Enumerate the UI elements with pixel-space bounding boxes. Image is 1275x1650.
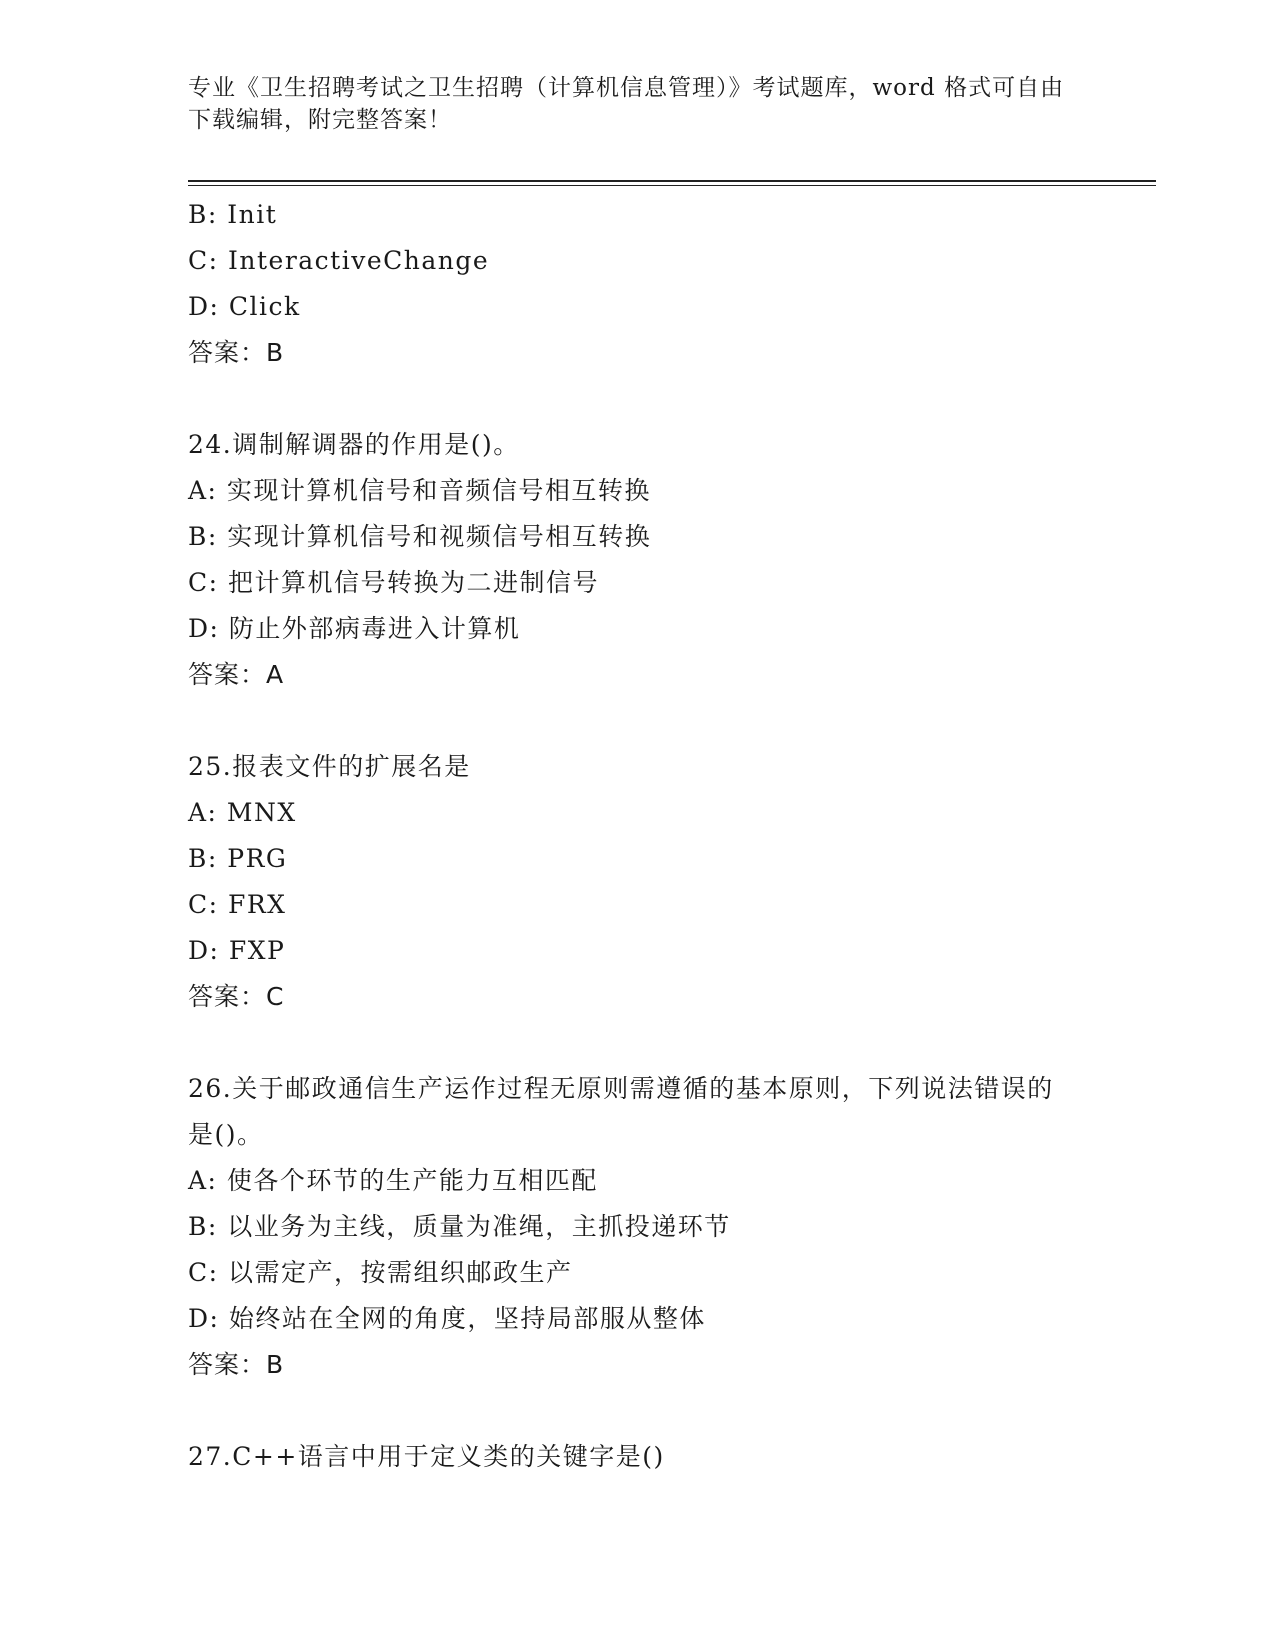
question-text: 26.关于邮政通信生产运作过程无原则需遵循的基本原则，下列说法错误的是()。: [188, 1074, 1054, 1149]
option-b: B: Init: [188, 200, 278, 229]
option-d: D: Click: [188, 292, 301, 321]
spacer: [188, 1020, 1088, 1066]
option-c: C: 以需定产，按需组织邮政生产: [188, 1258, 573, 1287]
option-b: B: 实现计算机信号和视频信号相互转换: [188, 522, 652, 551]
question-text: 24.调制解调器的作用是()。: [188, 430, 520, 459]
option-a: A: 使各个环节的生产能力互相匹配: [188, 1166, 598, 1195]
question-23-tail: [188, 192, 1088, 376]
question-text: 27.C++语言中用于定义类的关键字是(): [188, 1442, 665, 1471]
question-25: [188, 744, 1088, 1020]
option-a: A: MNX: [188, 798, 297, 827]
question-26: [188, 1066, 1088, 1388]
spacer: [188, 698, 1088, 744]
option-b: B: PRG: [188, 844, 288, 873]
question-24: [188, 422, 1088, 698]
question-text: 25.报表文件的扩展名是: [188, 752, 471, 781]
option-d: D: 始终站在全网的角度，坚持局部服从整体: [188, 1304, 706, 1333]
option-c: C: 把计算机信号转换为二进制信号: [188, 568, 599, 597]
option-c: C: InteractiveChange: [188, 246, 490, 275]
answer: 答案：C: [188, 982, 285, 1011]
option-a: A: 实现计算机信号和音频信号相互转换: [188, 476, 651, 505]
answer: 答案：A: [188, 660, 285, 689]
question-27: [188, 1434, 1088, 1480]
option-b: B: 以业务为主线，质量为准绳，主抓投递环节: [188, 1212, 731, 1241]
answer: 答案：B: [188, 1350, 285, 1379]
spacer: [188, 376, 1088, 422]
spacer: [188, 1388, 1088, 1434]
option-d: D: 防止外部病毒进入计算机: [188, 614, 521, 643]
document-header: 专业《卫生招聘考试之卫生招聘（计算机信息管理）》考试题库，word 格式可自由下载编辑，附完整答案！: [188, 75, 1065, 133]
header-divider-thin: [188, 185, 1156, 186]
answer: 答案：B: [188, 338, 285, 367]
option-d: D: FXP: [188, 936, 286, 965]
option-c: C: FRX: [188, 890, 287, 919]
header-divider-thick: [188, 180, 1156, 182]
question-list: [188, 192, 1088, 1480]
